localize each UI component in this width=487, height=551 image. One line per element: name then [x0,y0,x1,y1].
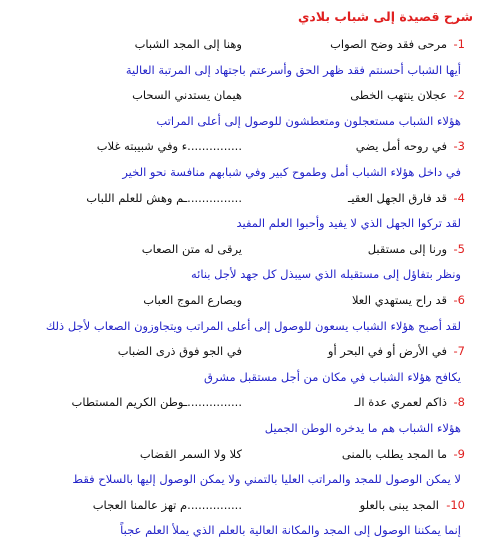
verse-second-hemistich: هيمان يستدني السحاب [132,88,242,103]
verse-number: 8- [453,395,465,410]
verse-explanation [0,468,487,490]
verse-second-hemistich: في الجو فوق ذرى الضباب [117,344,242,359]
verse-first-hemistich: في الأرض أو في البحر أو [327,344,447,359]
verse-first-hemistich: في روحه أمل يضي [355,139,447,154]
explanation-text: في داخل هؤلاء الشباب أمل وطموح كبير وفي شبابهم منافسة نحو الخير [122,165,461,179]
verse-line [0,238,487,260]
verse-line [0,33,487,55]
verse-number: 7- [453,344,465,359]
explanation-text: أيها الشباب أحسنتم فقد ظهر الحق وأسرعتم باجتهاد إلى المرتبة العالية [125,62,461,77]
verse-number: 5- [453,241,465,256]
verse-second-hemistich: كلا ولا السمر القضاب [139,446,242,461]
verse-number: 2- [453,88,465,103]
verse-first-hemistich: مرحى فقد وضح الصواب [330,37,447,51]
verse-second-hemistich: ...............ء وفي شبيبته غلاب [96,139,242,154]
verse-line [0,340,487,362]
explanation-text: إنما يمكننا الوصول إلى المجد والمكانة العالية بالعلم الذي يملأ العلم عجباً [120,523,461,538]
verse-line [0,443,487,465]
verse-explanation [0,110,487,132]
explanation-text: لقد أصبح هؤلاء الشباب يسعون للوصول إلى أعلى المراتب ويتجاوزون الصعاب لأجل ذلك [45,318,461,333]
verse-number: 3- [453,139,465,154]
verse-first-hemistich: قد راح يستهدي العلا [351,293,447,307]
page-title: شرح قصيدة إلى شباب بلادي [297,9,473,24]
explanation-text: لقد تركوا الجهل الذي لا يفيد وأحبوا العلم المفيد [236,216,461,231]
verse-second-hemistich: ...............ـوطن الكريم المستطاب [71,395,242,410]
verse-number: 10- [446,497,465,512]
verse-explanation [0,212,487,234]
verse-second-hemistich: يرقى له متن الصعاب [141,241,242,256]
verse-line [0,494,487,516]
explanation-text: ونظر بتفاؤل إلى مستقبله الذي سيبذل كل جهد لأجل بنائه [190,267,461,282]
verse-first-hemistich: قد فارق الجهل العقيـ [347,190,447,205]
verse-explanation [0,417,487,439]
explanation-text: لا يمكن الوصول للمجد والمراتب العليا بالتمني ولا يمكن الوصول إليها بالسلاح فقط [72,472,461,487]
verse-line [0,187,487,209]
verse-explanation [0,519,487,541]
verse-second-hemistich: ...............ـم وهش للعلم اللباب [86,190,242,205]
verse-first-hemistich: ما المجد يطلب بالمنى [341,446,447,461]
verse-number: 6- [453,293,465,307]
verse-explanation [0,59,487,81]
verse-first-hemistich: ذاكم لعمري عدة الـ [354,395,447,410]
verse-line [0,84,487,106]
verse-second-hemistich: وهنا إلى المجد الشباب [134,37,242,51]
verse-explanation [0,263,487,285]
explanation-text: هؤلاء الشباب هم ما يدخره الوطن الجميل [264,421,461,435]
explanation-text: يكافح هؤلاء الشباب في مكان من أجل مستقبل مشرق [204,369,461,384]
verse-number: 9- [453,446,465,461]
verse-second-hemistich: ...............م تهز عالمنا العجاب [92,497,242,512]
verse-second-hemistich: ويصارع الموج العباب [143,293,242,307]
verse-line [0,135,487,157]
verse-line [0,391,487,413]
verse-number: 4- [453,190,465,205]
verse-explanation [0,366,487,388]
verse-first-hemistich: ورنا إلى مستقبل [367,241,447,256]
verse-number: 1- [453,37,465,51]
verse-line [0,289,487,311]
verse-first-hemistich: عجلان ينتهب الخطى [350,88,447,103]
explanation-text: هؤلاء الشباب مستعجلون ومتعطشون للوصول إلى أعلى المراتب [156,113,461,128]
verse-first-hemistich: المجد يبنى بالعلو [359,497,439,512]
verse-explanation [0,161,487,183]
verse-explanation [0,315,487,337]
